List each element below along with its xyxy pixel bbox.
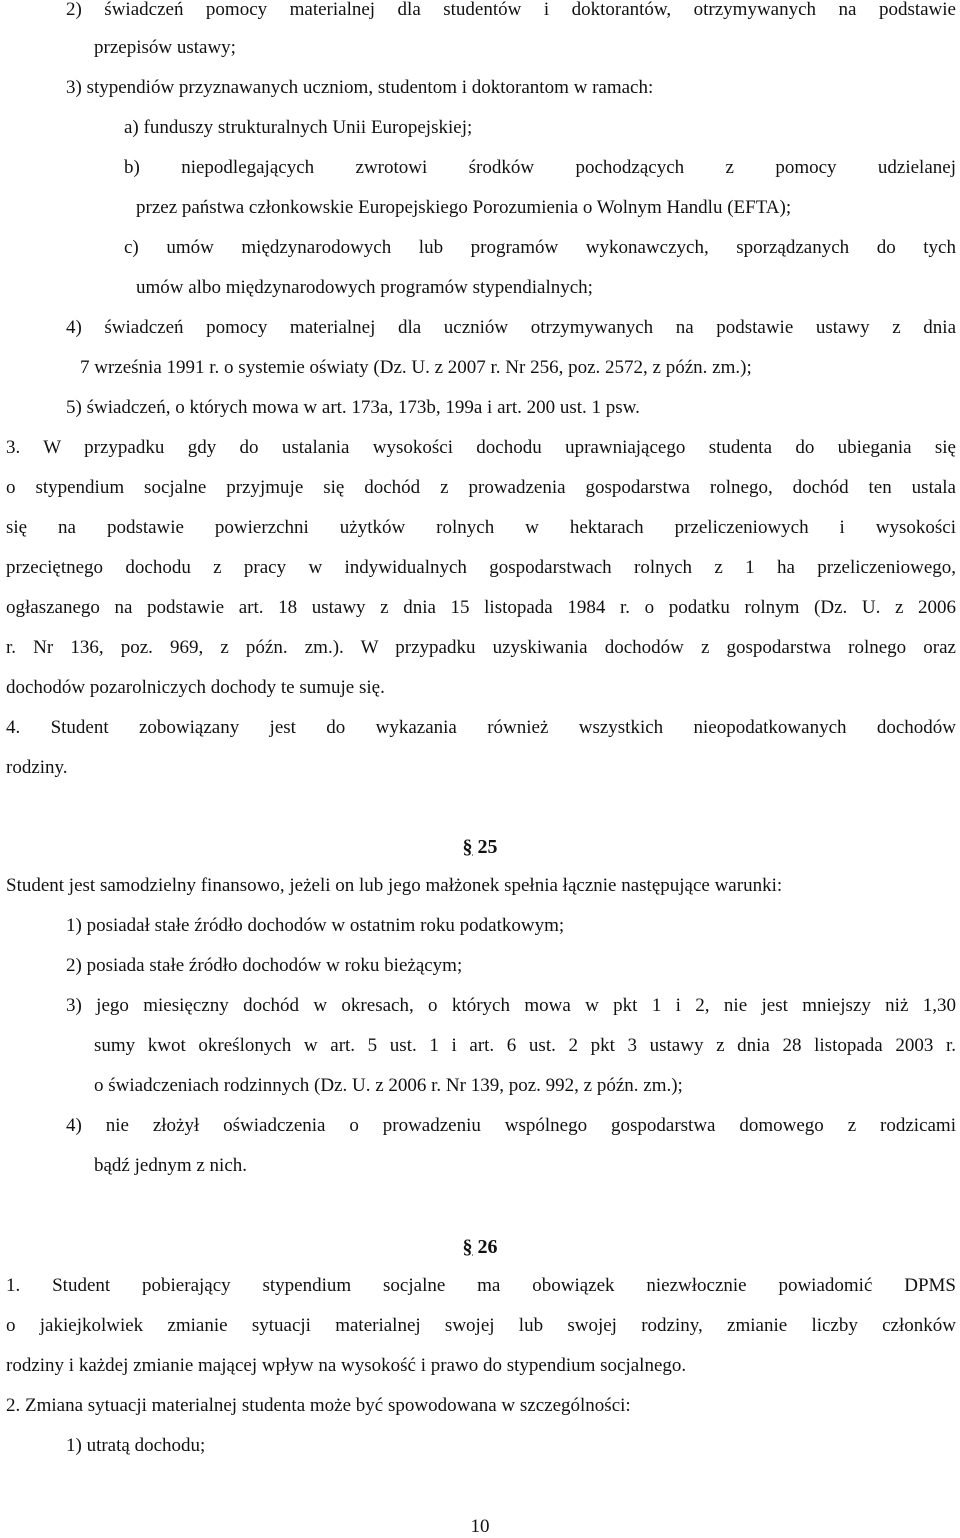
condition-1: 1) posiadał stałe źródło dochodów w ostatnim roku podatkowym; <box>66 915 565 936</box>
section-26-para-2: 2. Zmiana sytuacji materialnej studenta może być spowodowana w szczególności: <box>6 1395 631 1416</box>
list-item-3: 3) stypendiów przyznawanych uczniom, studentom i doktorantom w ramach: <box>66 77 654 98</box>
paragraph-4-line-1: 4. Student zobowiązany jest do wykazania również wszystkich nieopodatkowanych dochodów <box>6 717 956 738</box>
list-item-2-cont: przepisów ustawy; <box>94 37 236 58</box>
section-number: 26 <box>477 1236 498 1258</box>
section-26-para-1-line-2: o jakiejkolwiek zmianie sytuacji materialnej swojej lub swojej rodziny, zmianie liczby członków <box>6 1315 956 1336</box>
sub-item-c-cont: umów albo międzynarodowych programów stypendialnych; <box>136 277 593 298</box>
condition-4-cont: bądź jednym z nich. <box>94 1155 248 1176</box>
condition-3-cont-1: sumy kwot określonych w art. 5 ust. 1 i art. 6 ust. 2 pkt 3 ustawy z dnia 28 listopada 2003 r. <box>94 1035 956 1056</box>
sub-item-a: a) funduszy strukturalnych Unii Europejskiej; <box>124 117 473 138</box>
condition-3-cont-2: o świadczeniach rodzinnych (Dz. U. z 2006 r. Nr 139, poz. 992, z późn. zm.); <box>94 1075 683 1096</box>
page-number: 10 <box>470 1516 490 1537</box>
paragraph-3-line-1: 3. W przypadku gdy do ustalania wysokości dochodu uprawniającego studenta do ubiegania się <box>6 437 956 458</box>
sub-item-b-cont: przez państwa członkowskie Europejskiego Porozumienia o Wolnym Handlu (EFTA); <box>136 197 792 218</box>
section-26-para-1-line-1: 1. Student pobierający stypendium socjalne ma obowiązek niezwłocznie powiadomić DPMS <box>6 1275 956 1296</box>
section-26-para-1-line-3: rodziny i każdej zmianie mającej wpływ na wysokość i prawo do stypendium socjalnego. <box>6 1355 687 1376</box>
list-item-2: 2) świadczeń pomocy materialnej dla studentów i doktorantów, otrzymywanych na podstawie <box>66 0 956 20</box>
condition-3: 3) jego miesięczny dochód w okresach, o których mowa w pkt 1 i 2, nie jest mniejszy niż 1,30 <box>66 995 956 1016</box>
paragraph-3-line-3: się na podstawie powierzchni użytków rolnych w hektarach przeliczeniowych i wysokości <box>6 517 956 538</box>
list-item-4: 4) świadczeń pomocy materialnej dla uczniów otrzymywanych na podstawie ustawy z dnia <box>66 317 956 338</box>
section-heading-25 <box>0 834 960 860</box>
list-item-5: 5) świadczeń, o których mowa w art. 173a, 173b, 199a i art. 200 ust. 1 psw. <box>66 397 640 418</box>
paragraph-3-line-6: r. Nr 136, poz. 969, z późn. zm.). W przypadku uzyskiwania dochodów z gospodarstwa rolnego oraz <box>6 637 956 658</box>
paragraph-3-line-2: o stypendium socjalne przyjmuje się dochód z prowadzenia gospodarstwa rolnego, dochód ten ustala <box>6 477 956 498</box>
paragraph-3-line-4: przeciętnego dochodu z pracy w indywidualnych gospodarstwach rolnych z 1 ha przeliczeniowego, <box>6 557 956 578</box>
section-number: 25 <box>477 836 498 858</box>
paragraph-3-line-7: dochodów pozarolniczych dochody te sumuje się. <box>6 677 385 698</box>
section-sign: § <box>462 1236 473 1258</box>
section-25-intro: Student jest samodzielny finansowo, jeżeli on lub jego małżonek spełnia łącznie następujące warunki: <box>6 875 783 896</box>
list-item-4-cont: 7 września 1991 r. o systemie oświaty (Dz. U. z 2007 r. Nr 256, poz. 2572, z późn. zm.); <box>80 357 752 378</box>
paragraph-4-line-2: rodziny. <box>6 757 68 778</box>
section-sign: § <box>462 836 473 858</box>
section-26-item-1: 1) utratą dochodu; <box>66 1435 206 1456</box>
condition-2: 2) posiada stałe źródło dochodów w roku bieżącym; <box>66 955 463 976</box>
section-heading-26 <box>0 1234 960 1260</box>
sub-item-c: c) umów międzynarodowych lub programów wykonawczych, sporządzanych do tych <box>124 237 956 258</box>
sub-item-b: b) niepodlegających zwrotowi środków pochodzących z pomocy udzielanej <box>124 157 956 178</box>
paragraph-3-line-5: ogłaszanego na podstawie art. 18 ustawy z dnia 15 listopada 1984 r. o podatku rolnym (Dz. U. z 2006 <box>6 597 956 618</box>
condition-4: 4) nie złożył oświadczenia o prowadzeniu wspólnego gospodarstwa domowego z rodzicami <box>66 1115 956 1136</box>
